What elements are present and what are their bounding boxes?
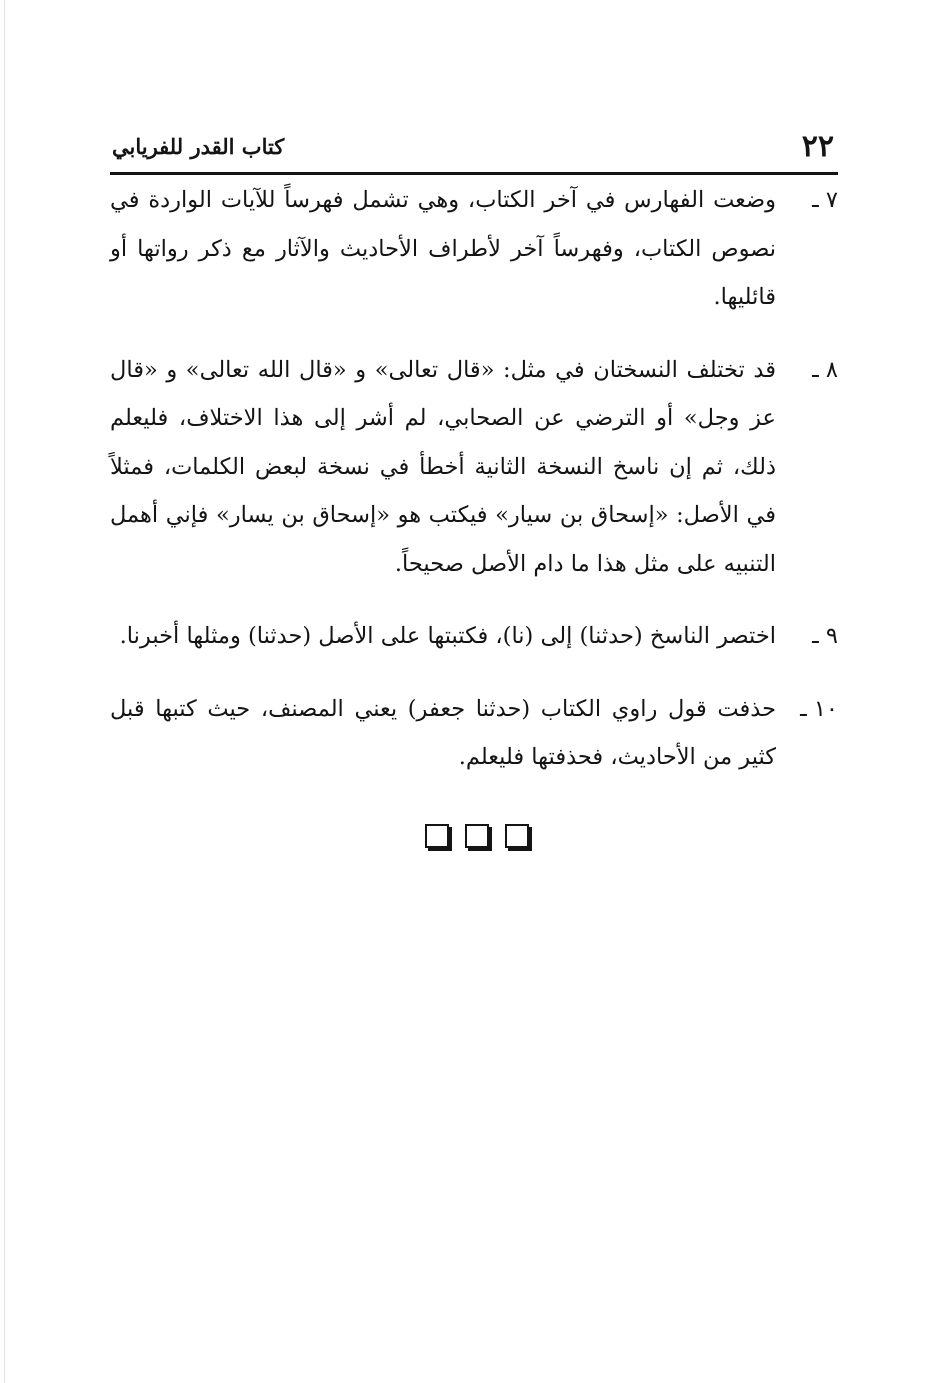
item-marker: [776, 685, 838, 782]
item-text: اختصر الناسخ (حدثنا) إلى (نا)، فكتبتها على الأصل (حدثنا) ومثلها أخبرنا.: [119, 623, 776, 649]
ornament-box-icon: [425, 824, 449, 848]
book-title: كتاب القدر للفريابي: [112, 134, 285, 159]
item-text: قد تختلف النسختان في مثل: «قال تعالى» و «قال الله تعالى» و «قال عز وجل» أو الترضي عن الصحابي، لم أشر إلى هذا الاختلاف، فليعلم ذلك، ثم إن ناسخ النسخة الثانية أخطأ في نسخة لبعض الكلمات، فمثلاً في الأصل: «إسحاق بن سيار» فيكتب هو «إسحاق بن يسار» فإني أهمل التنبيه على مثل هذا ما دام الأصل صحيحاً.: [110, 356, 776, 577]
item-dash: ـ: [812, 356, 819, 383]
body-text: [110, 176, 838, 806]
item-number: ٧: [825, 187, 838, 213]
item-number: ١٠: [813, 695, 838, 722]
item-marker: [776, 346, 838, 589]
page-number: ٢٢: [801, 129, 834, 164]
header-rule: [110, 172, 838, 175]
list-item: [110, 176, 838, 322]
section-end-ornament: [425, 824, 529, 852]
running-header: [110, 128, 838, 168]
item-dash: ـ: [800, 695, 807, 722]
item-marker: [776, 176, 838, 322]
item-marker: [776, 612, 838, 661]
item-text: حذفت قول راوي الكتاب (حدثنا جعفر) يعني المصنف، حيث كتبها قبل كثير من الأحاديث، فحذفتها فليعلم.: [110, 695, 776, 770]
item-number: ٨: [825, 356, 838, 383]
item-dash: ـ: [812, 187, 819, 213]
scan-edge-line: [4, 0, 5, 1383]
list-item: [110, 612, 838, 661]
ornament-box-icon: [505, 824, 529, 848]
ornament-box-icon: [465, 824, 489, 848]
list-item: [110, 346, 838, 589]
item-number: ٩: [825, 623, 838, 649]
item-text: وضعت الفهارس في آخر الكتاب، وهي تشمل فهرساً للآيات الواردة في نصوص الكتاب، وفهرساً آخر لأطراف الأحاديث والآثار مع ذكر رواتها أو قائليها.: [110, 187, 776, 310]
list-item: [110, 685, 838, 782]
item-dash: ـ: [812, 623, 819, 649]
